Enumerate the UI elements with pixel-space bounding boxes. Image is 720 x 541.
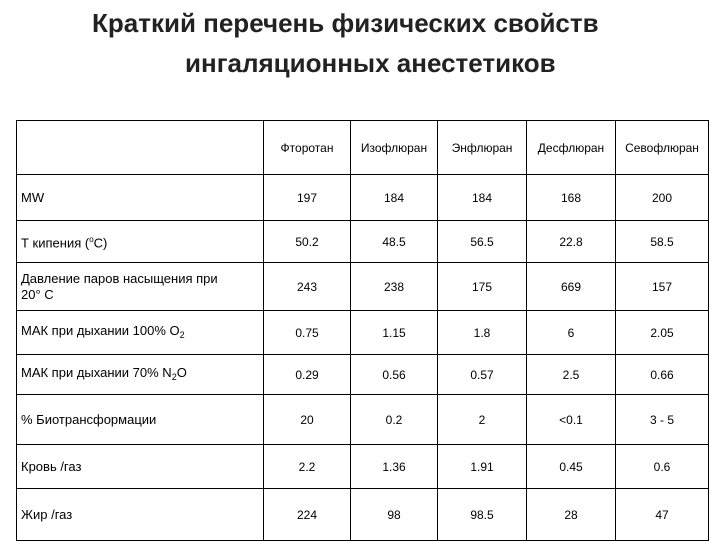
header-row (17, 121, 709, 175)
row-label: МАК при дыхании 100% $O_2$ (17, 311, 264, 355)
column-header: Севофлюран (616, 121, 709, 175)
column-header: Фторотан (264, 121, 351, 175)
table-row (17, 489, 709, 541)
cell-value: 22.8 (527, 221, 616, 263)
cell-value: 0.75 (264, 311, 351, 355)
corner-cell (17, 121, 264, 175)
cell-value: 0.2 (351, 395, 438, 445)
cell-value: 1.91 (438, 445, 527, 489)
table-row (17, 311, 709, 355)
cell-value: 2.5 (527, 355, 616, 395)
column-header: Энфлюран (438, 121, 527, 175)
table-row (17, 395, 709, 445)
row-label: % Биотрансформации (17, 395, 264, 445)
cell-value: 50.2 (264, 221, 351, 263)
cell-value: 0.45 (527, 445, 616, 489)
cell-value: 98.5 (438, 489, 527, 541)
cell-value: 3 - 5 (616, 395, 709, 445)
table-row (17, 355, 709, 395)
row-label: Давление паров насыщения при 20° С (17, 263, 264, 311)
cell-value: 168 (527, 175, 616, 221)
cell-value: 0.56 (351, 355, 438, 395)
column-header: Изофлюран (351, 121, 438, 175)
cell-value: 243 (264, 263, 351, 311)
table-row (17, 263, 709, 311)
cell-value: 224 (264, 489, 351, 541)
row-label: MW (17, 175, 264, 221)
cell-value: 28 (527, 489, 616, 541)
cell-value: 6 (527, 311, 616, 355)
cell-value: 20 (264, 395, 351, 445)
row-label: Кровь /газ (17, 445, 264, 489)
cell-value: 1.36 (351, 445, 438, 489)
cell-value: 48.5 (351, 221, 438, 263)
cell-value: 184 (438, 175, 527, 221)
row-label: МАК при дыхании 70% $N_2O$ (17, 355, 264, 395)
cell-value: 1.15 (351, 311, 438, 355)
cell-value: 0.57 (438, 355, 527, 395)
cell-value: 197 (264, 175, 351, 221)
cell-value: 2.05 (616, 311, 709, 355)
cell-value: 0.66 (616, 355, 709, 395)
cell-value: 1.8 (438, 311, 527, 355)
cell-value: 200 (616, 175, 709, 221)
title-line-2: ингаляционных анестетиков (185, 48, 556, 78)
cell-value: 238 (351, 263, 438, 311)
cell-value: 2.2 (264, 445, 351, 489)
cell-value: 98 (351, 489, 438, 541)
row-label: Жир /газ (17, 489, 264, 541)
column-header: Десфлюран (527, 121, 616, 175)
cell-value: 184 (351, 175, 438, 221)
cell-value: 56.5 (438, 221, 527, 263)
cell-value: 157 (616, 263, 709, 311)
cell-value: 669 (527, 263, 616, 311)
properties-table (16, 120, 709, 541)
row-label: Т кипения ($^о$С) (17, 221, 264, 263)
table-row (17, 221, 709, 263)
cell-value: 175 (438, 263, 527, 311)
cell-value: <0.1 (527, 395, 616, 445)
table-row (17, 445, 709, 489)
cell-value: 0.29 (264, 355, 351, 395)
cell-value: 0.6 (616, 445, 709, 489)
table-row (17, 175, 709, 221)
cell-value: 58.5 (616, 221, 709, 263)
title-line-1: Краткий перечень физических свойств (92, 8, 599, 38)
cell-value: 2 (438, 395, 527, 445)
cell-value: 47 (616, 489, 709, 541)
